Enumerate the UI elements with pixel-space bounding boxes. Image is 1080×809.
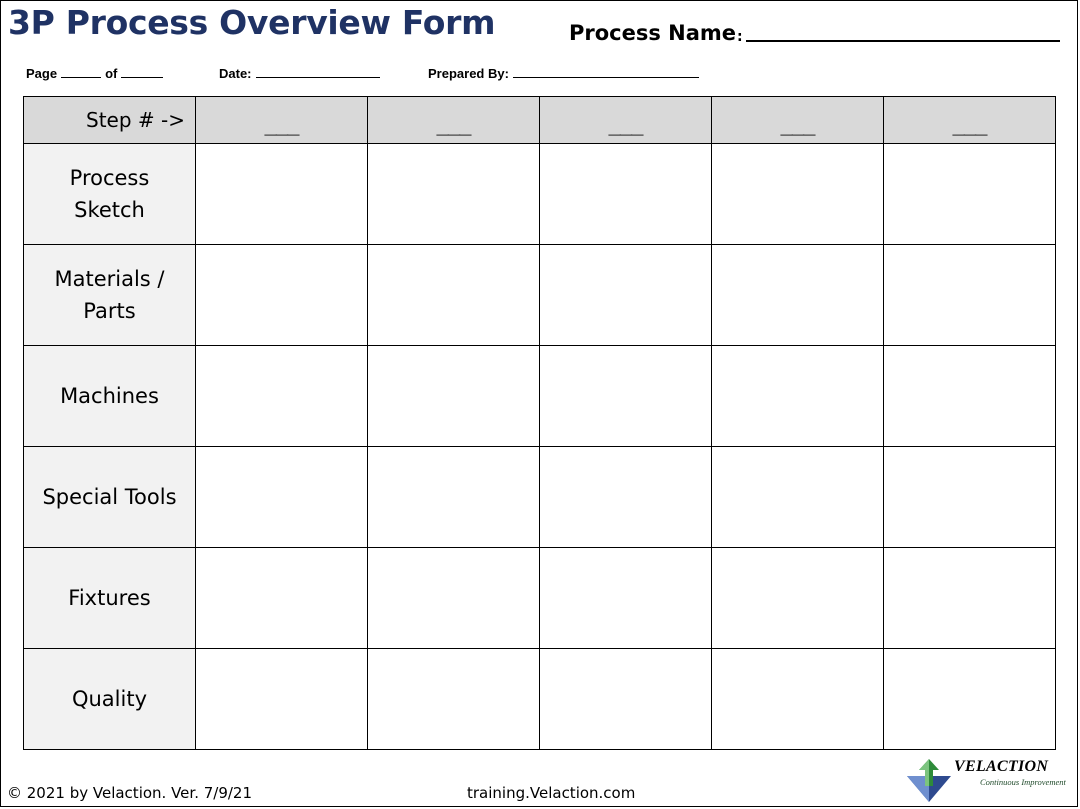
row-label-machines: Machines <box>24 346 196 447</box>
step-number-blank[interactable]: ___ <box>712 97 884 144</box>
entry-cell[interactable] <box>884 245 1056 346</box>
row-label-special-tools: Special Tools <box>24 447 196 548</box>
entry-cell[interactable] <box>196 245 368 346</box>
table-row-machines <box>24 346 1056 447</box>
entry-cell[interactable] <box>196 144 368 245</box>
copyright-text: © 2021 by Velaction. Ver. 7/9/21 <box>7 784 253 802</box>
prepared-by-blank[interactable] <box>513 76 699 78</box>
page-total-blank[interactable] <box>121 76 163 78</box>
entry-cell[interactable] <box>368 346 540 447</box>
entry-cell[interactable] <box>368 245 540 346</box>
entry-cell[interactable] <box>884 346 1056 447</box>
entry-cell[interactable] <box>540 245 712 346</box>
date-label: Date: <box>219 66 252 81</box>
step-header-row <box>24 97 1056 144</box>
row-label-line: Sketch <box>74 198 145 222</box>
row-label-quality: Quality <box>24 649 196 750</box>
page-number-field <box>26 66 167 81</box>
form-title: 3P Process Overview Form <box>8 3 496 42</box>
entry-cell[interactable] <box>368 447 540 548</box>
page-number-blank[interactable] <box>61 76 101 78</box>
row-label-line: Materials / <box>54 267 165 291</box>
step-number-blank[interactable]: ___ <box>196 97 368 144</box>
entry-cell[interactable] <box>884 447 1056 548</box>
entry-cell[interactable] <box>196 346 368 447</box>
row-label-process-sketch <box>24 144 196 245</box>
logo-tagline: Continuous Improvement <box>980 777 1066 787</box>
row-label-materials-parts <box>24 245 196 346</box>
entry-cell[interactable] <box>368 649 540 750</box>
step-number-blank[interactable]: ___ <box>368 97 540 144</box>
step-number-blank[interactable]: ___ <box>540 97 712 144</box>
row-label-line: Parts <box>83 299 136 323</box>
entry-cell[interactable] <box>540 548 712 649</box>
entry-cell[interactable] <box>884 649 1056 750</box>
entry-cell[interactable] <box>884 144 1056 245</box>
entry-cell[interactable] <box>712 245 884 346</box>
entry-cell[interactable] <box>884 548 1056 649</box>
entry-cell[interactable] <box>196 548 368 649</box>
velaction-logo <box>904 756 1074 804</box>
table-row-materials-parts <box>24 245 1056 346</box>
entry-cell[interactable] <box>196 649 368 750</box>
process-name-colon: : <box>737 29 743 45</box>
entry-cell[interactable] <box>712 447 884 548</box>
process-overview-table <box>23 96 1056 750</box>
prepared-by-field <box>428 66 703 81</box>
website-text: training.Velaction.com <box>467 784 636 802</box>
row-label-fixtures: Fixtures <box>24 548 196 649</box>
velaction-arrow-logo-icon <box>904 756 954 804</box>
date-blank[interactable] <box>256 76 380 78</box>
table-row-quality <box>24 649 1056 750</box>
table-row-special-tools <box>24 447 1056 548</box>
entry-cell[interactable] <box>196 447 368 548</box>
entry-cell[interactable] <box>540 447 712 548</box>
table-row-process-sketch <box>24 144 1056 245</box>
row-label-line: Process <box>69 166 150 190</box>
logo-name: VELACTION <box>954 758 1049 775</box>
prepared-by-label: Prepared By: <box>428 66 509 81</box>
step-number-blank[interactable]: ___ <box>884 97 1056 144</box>
process-name-label: Process Name <box>569 21 737 45</box>
date-field <box>219 66 384 81</box>
entry-cell[interactable] <box>368 548 540 649</box>
of-label: of <box>105 66 118 81</box>
entry-cell[interactable] <box>540 144 712 245</box>
page-label: Page <box>26 66 58 81</box>
table-row-fixtures <box>24 548 1056 649</box>
entry-cell[interactable] <box>540 346 712 447</box>
entry-cell[interactable] <box>368 144 540 245</box>
process-name-field <box>569 21 1060 45</box>
step-number-label: Step # -> <box>24 97 196 144</box>
entry-cell[interactable] <box>712 144 884 245</box>
entry-cell[interactable] <box>712 346 884 447</box>
entry-cell[interactable] <box>712 548 884 649</box>
entry-cell[interactable] <box>540 649 712 750</box>
process-name-blank-line[interactable] <box>746 39 1060 42</box>
entry-cell[interactable] <box>712 649 884 750</box>
